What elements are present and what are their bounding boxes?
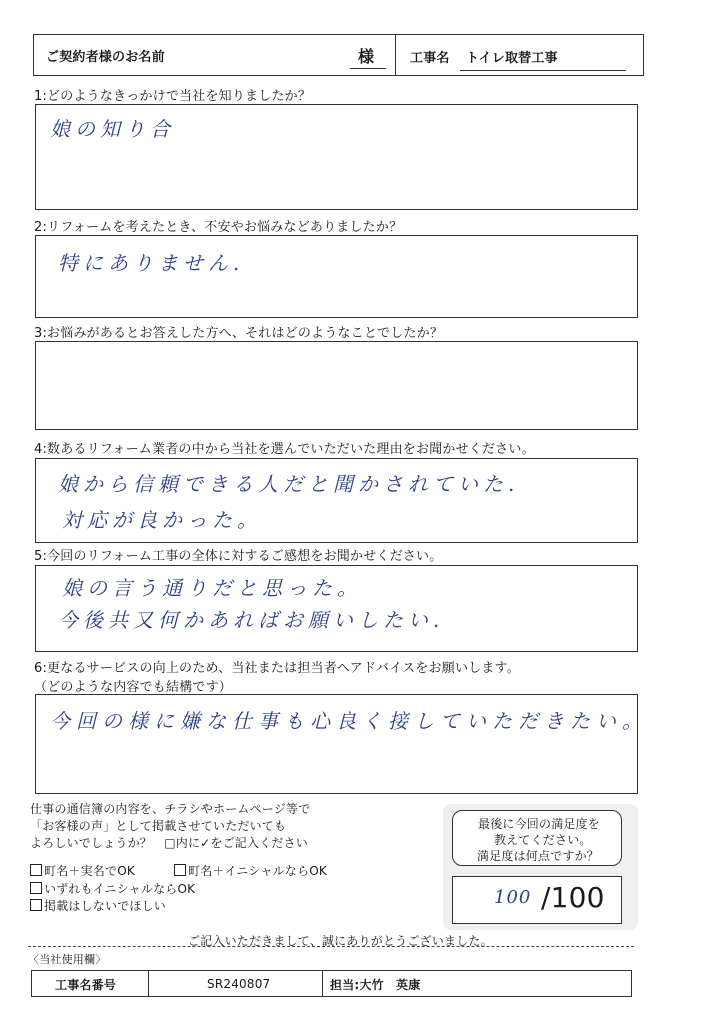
publish-text-3: よろしいでしょうか？ □内に✓をご記入ください [30, 836, 308, 850]
answer-1-line-1: 娘の知り合 [50, 117, 175, 141]
staff-name: 担当:大竹 英康 [330, 978, 421, 992]
publish-text-1: 仕事の通信簿の内容を、チラシやホームページ等で [30, 802, 311, 816]
answer-4-line-1: 娘から信頼できる人だと聞かされていた. [58, 472, 520, 496]
satisfaction-question-3: 満足度は何点ですか？ [477, 849, 600, 863]
checkbox[interactable] [30, 882, 42, 894]
publish-option-4-label: 掲載はしないでほしい [44, 899, 167, 913]
publish-text-2: 「お客様の声」として掲載させていただいても [30, 819, 287, 833]
answer-5-line-2: 今後共又何かあればお願いしたい. [58, 608, 445, 632]
checkbox[interactable] [174, 864, 186, 876]
work-name-label: 工事名 [410, 51, 450, 66]
publish-option-2[interactable] [174, 862, 327, 879]
thanks-message: ご記入いただきまして、誠にありがとうございました。 [188, 934, 493, 948]
question-1-label: 1:どのようなきっかけで当社を知りましたか？ [34, 89, 312, 104]
answer-3-box [35, 341, 638, 430]
publish-option-3-label: いずれもイニシャルならOK [44, 882, 196, 896]
question-4-label: 4:数あるリフォーム業者の中から当社を選んでいただいた理由をお聞かせください。 [34, 442, 535, 457]
satisfaction-question-1: 最後に今回の満足度を [478, 817, 601, 831]
publish-option-1-label: 町名＋実名でOK [44, 864, 135, 878]
answer-4-line-2: 対応が良かった。 [62, 508, 262, 532]
satisfaction-score: 100 [494, 887, 532, 908]
publish-option-1[interactable] [30, 862, 135, 879]
work-code-label: 工事名番号 [55, 978, 117, 992]
work-name-value: トイレ取替工事 [466, 51, 558, 66]
publish-option-3[interactable] [30, 880, 195, 897]
checkbox[interactable] [30, 899, 42, 911]
satisfaction-question-2: 教えてください。 [494, 833, 592, 847]
internal-use-label: 〈当社使用欄〉 [28, 953, 107, 966]
publish-option-4[interactable] [30, 897, 166, 914]
sama-label: 様 [358, 47, 375, 66]
checkbox[interactable] [30, 864, 42, 876]
answer-5-line-1: 娘の言う通りだと思った。 [62, 576, 362, 600]
question-6-sub-label: （どのような内容でも結構です） [34, 680, 233, 695]
header-divider [395, 34, 396, 76]
question-6-label: 6:更なるサービスの向上のため、当社または担当者へアドバイスをお願いします。 [34, 661, 520, 676]
answer-6-line-1: 今回の様に嫌な仕事も心良く接していただきたい。 [50, 709, 648, 733]
question-5-label: 5:今回のリフォーム工事の全体に対するご感想をお聞かせください。 [34, 549, 443, 564]
customer-name-label: ご契約者様のお名前 [46, 50, 165, 65]
publish-option-2-label: 町名＋イニシャルならOK [188, 864, 327, 878]
question-3-label: 3:お悩みがあるとお答えした方へ、それはどのようなことでしたか？ [34, 326, 444, 341]
work-name-underline [460, 70, 626, 71]
work-code-value: SR240807 [207, 977, 271, 991]
answer-2-line-1: 特にありません. [58, 251, 245, 275]
cut-line [28, 946, 634, 947]
internal-divider-2 [322, 970, 323, 997]
question-2-label: 2:リフォームを考えたとき、不安やお悩みなどありましたか？ [34, 220, 403, 235]
satisfaction-max: /100 [541, 881, 605, 914]
customer-name-underline [350, 68, 386, 69]
internal-divider-1 [148, 970, 149, 997]
